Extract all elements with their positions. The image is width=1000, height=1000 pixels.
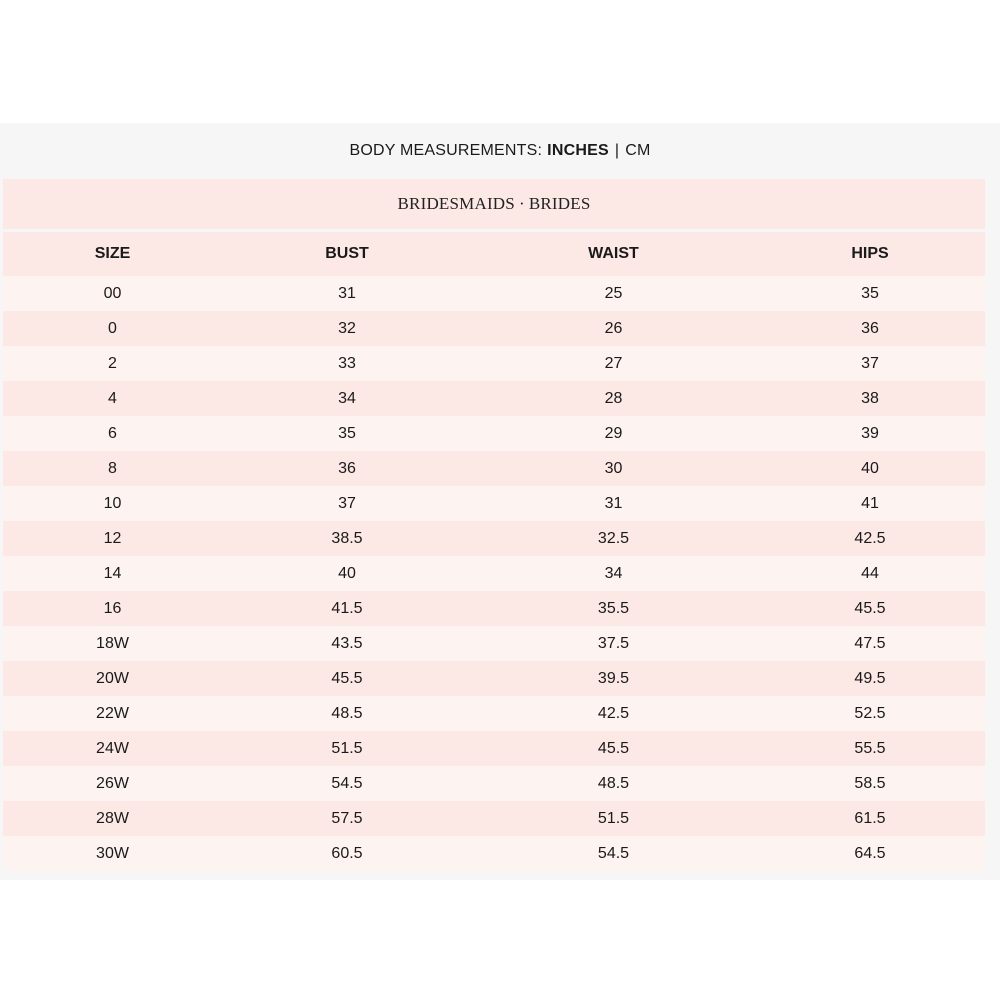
- table-row: [3, 696, 985, 731]
- table-row: [3, 731, 985, 766]
- table-row: [3, 836, 985, 871]
- column-header-size: SIZE: [94, 245, 131, 262]
- cell-waist: 42.5: [597, 704, 630, 722]
- cell-waist: 48.5: [597, 774, 630, 792]
- table-row: [3, 311, 985, 346]
- cell-bust: 48.5: [331, 704, 363, 722]
- units-separator: |: [614, 142, 620, 159]
- table-row: [3, 626, 985, 661]
- cell-waist: 45.5: [597, 739, 630, 757]
- cell-hips: 61.5: [854, 809, 886, 827]
- cell-size: 20W: [96, 669, 129, 687]
- cell-size: 28W: [96, 809, 129, 827]
- column-header-waist: WAIST: [588, 245, 639, 262]
- table-row: [3, 451, 985, 486]
- group-separator: ·: [518, 194, 525, 213]
- table-row: [3, 486, 985, 521]
- column-header-bust: BUST: [325, 245, 369, 262]
- units-toggle: [0, 123, 1000, 179]
- cell-bust: 38.5: [331, 529, 363, 547]
- cell-bust: 34: [338, 389, 356, 407]
- cm-toggle[interactable]: CM: [625, 142, 651, 159]
- cell-size: 16: [103, 599, 122, 617]
- size-chart: [3, 179, 985, 871]
- size-chart-panel: [0, 123, 1000, 880]
- cell-size: 10: [103, 494, 122, 512]
- bridesmaids-tab[interactable]: BRIDESMAIDS: [397, 194, 515, 213]
- cell-hips: 41: [861, 494, 879, 512]
- table-row: [3, 416, 985, 451]
- table-row: [3, 556, 985, 591]
- measurements-table: [3, 232, 985, 871]
- cell-hips: 42.5: [854, 529, 886, 547]
- cell-bust: 31: [338, 284, 356, 302]
- cell-hips: 52.5: [854, 704, 886, 722]
- cell-waist: 26: [604, 319, 623, 337]
- cell-hips: 38: [861, 389, 879, 407]
- cell-hips: 40: [861, 459, 879, 477]
- cell-bust: 33: [338, 354, 356, 372]
- cell-bust: 54.5: [331, 774, 363, 792]
- group-switcher: [3, 179, 985, 232]
- cell-hips: 39: [861, 424, 879, 442]
- cell-waist: 39.5: [597, 669, 630, 687]
- table-body: [3, 276, 985, 871]
- cell-size: 18W: [96, 634, 129, 652]
- cell-hips: 58.5: [854, 774, 886, 792]
- cell-size: 26W: [96, 774, 129, 792]
- table-row: [3, 276, 985, 311]
- cell-bust: 41.5: [331, 599, 363, 617]
- cell-bust: 35: [338, 424, 356, 442]
- cell-bust: 37: [338, 494, 356, 512]
- cell-size: 4: [108, 389, 117, 407]
- brides-tab[interactable]: BRIDES: [528, 194, 591, 213]
- cell-hips: 36: [861, 319, 879, 337]
- cell-size: 8: [108, 459, 117, 477]
- inches-toggle[interactable]: INCHES: [547, 142, 609, 159]
- cell-hips: 35: [861, 284, 879, 302]
- cell-size: 22W: [96, 704, 129, 722]
- cell-hips: 37: [861, 354, 879, 372]
- cell-hips: 45.5: [854, 599, 886, 617]
- cell-waist: 30: [604, 459, 623, 477]
- cell-hips: 47.5: [854, 634, 886, 652]
- cell-bust: 45.5: [331, 669, 363, 687]
- cell-size: 24W: [96, 739, 129, 757]
- cell-bust: 51.5: [331, 739, 363, 757]
- cell-bust: 36: [338, 459, 356, 477]
- cell-size: 14: [103, 564, 122, 582]
- table-row: [3, 381, 985, 416]
- cell-size: 30W: [96, 844, 129, 862]
- cell-waist: 37.5: [597, 634, 630, 652]
- cell-hips: 64.5: [854, 844, 886, 862]
- cell-size: 2: [108, 354, 117, 372]
- cell-hips: 49.5: [854, 669, 886, 687]
- table-row: [3, 766, 985, 801]
- cell-waist: 31: [604, 494, 623, 512]
- column-header-hips: HIPS: [851, 245, 889, 262]
- cell-waist: 35.5: [597, 599, 630, 617]
- cell-hips: 55.5: [854, 739, 886, 757]
- cell-waist: 29: [604, 424, 623, 442]
- cell-waist: 28: [604, 389, 623, 407]
- table-row: [3, 521, 985, 556]
- cell-bust: 57.5: [331, 809, 363, 827]
- table-row: [3, 591, 985, 626]
- cell-size: 0: [108, 319, 117, 337]
- cell-waist: 32.5: [597, 529, 630, 547]
- cell-waist: 54.5: [597, 844, 630, 862]
- units-label: BODY MEASUREMENTS:: [349, 142, 543, 159]
- cell-bust: 60.5: [331, 844, 363, 862]
- cell-size: 6: [108, 424, 117, 442]
- cell-bust: 43.5: [331, 634, 363, 652]
- cell-size: 00: [103, 284, 122, 302]
- table-row: [3, 661, 985, 696]
- cell-waist: 27: [604, 354, 623, 372]
- cell-waist: 34: [604, 564, 623, 582]
- cell-bust: 32: [338, 319, 356, 337]
- cell-size: 12: [103, 529, 122, 547]
- table-row: [3, 801, 985, 836]
- cell-waist: 51.5: [597, 809, 630, 827]
- cell-bust: 40: [338, 564, 356, 582]
- cell-hips: 44: [861, 564, 879, 582]
- cell-waist: 25: [604, 284, 623, 302]
- table-row: [3, 346, 985, 381]
- table-header-row: [3, 232, 985, 276]
